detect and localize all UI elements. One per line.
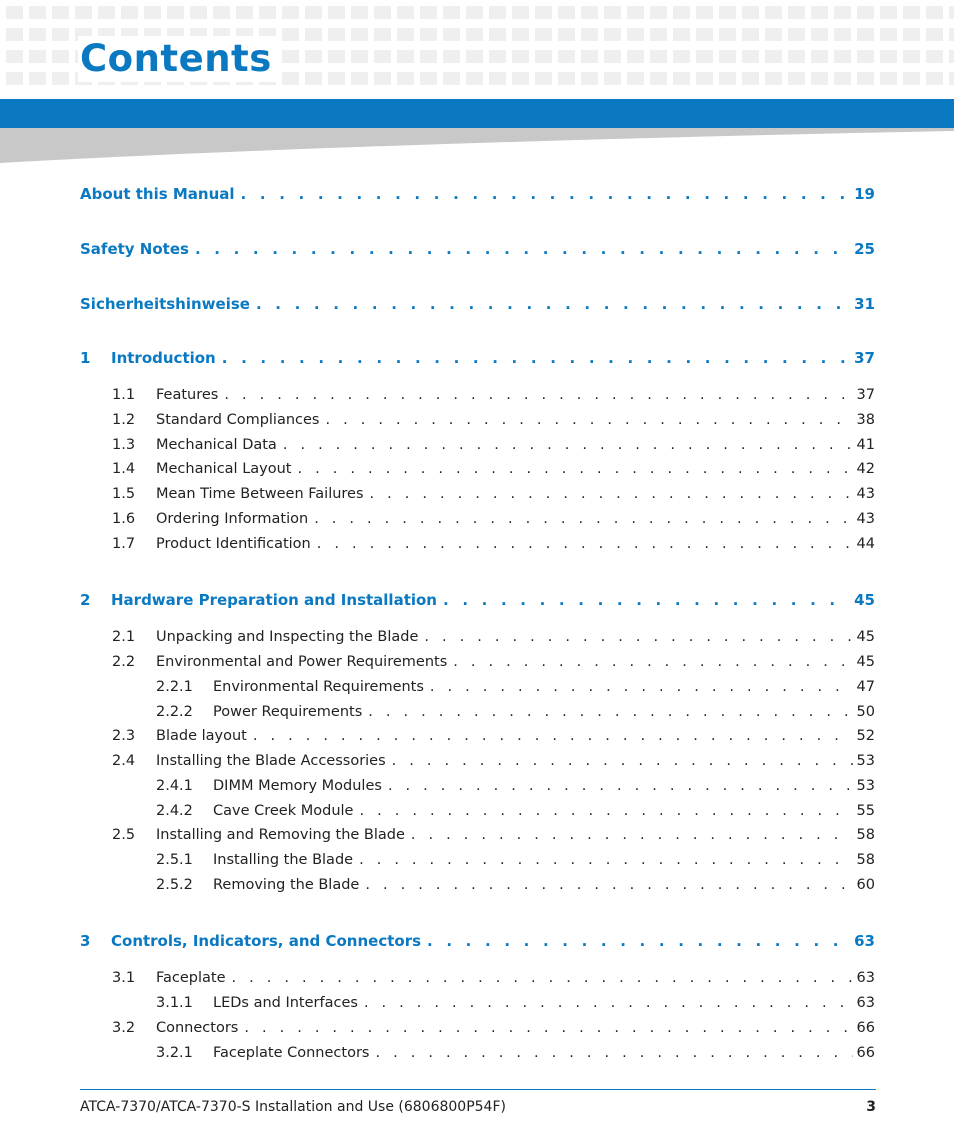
toc-dot-leader: [253, 728, 853, 744]
toc-entry-title: Sicherheitshinweise: [80, 295, 250, 313]
toc-entry-page-number: 47: [853, 679, 875, 695]
toc-entry-title: Installing the Blade Accessories: [156, 753, 386, 769]
header-tile: [420, 28, 437, 41]
page-title: Contents: [78, 36, 276, 82]
toc-entry-title: Installing the Blade: [213, 852, 354, 868]
header-tile: [788, 6, 805, 19]
header-tile: [75, 6, 92, 19]
toc-dot-leader: [297, 461, 852, 477]
toc-dot-leader: [411, 827, 853, 843]
header-tile: [535, 50, 552, 63]
header-tile: [811, 6, 828, 19]
toc-entry-title: LEDs and Interfaces: [213, 995, 358, 1011]
header-tile: [512, 72, 529, 85]
toc-entry-page-number: 58: [853, 827, 875, 843]
header-tile: [29, 72, 46, 85]
toc-entry-page-number: 45: [853, 654, 875, 670]
toc-section-entry[interactable]: [80, 995, 875, 1011]
toc-dot-leader: [443, 591, 850, 609]
toc-dot-leader: [392, 753, 853, 769]
header-tile: [581, 50, 598, 63]
header-tile: [903, 6, 920, 19]
header-tile: [742, 6, 759, 19]
header-tile: [374, 72, 391, 85]
toc-entry-page-number: 63: [850, 932, 875, 950]
toc-entry-number: 2.3: [112, 728, 136, 744]
toc-entry-title: Features: [156, 387, 219, 403]
toc-entry-title: Introduction: [111, 349, 216, 367]
toc-entry-page-number: 44: [853, 536, 875, 552]
header-tile: [535, 28, 552, 41]
header-tile: [535, 6, 552, 19]
header-tile: [6, 6, 23, 19]
header-tile: [558, 50, 575, 63]
header-tile: [52, 6, 69, 19]
header-tile: [98, 6, 115, 19]
header-tile: [535, 72, 552, 85]
toc-section-entry[interactable]: [80, 778, 875, 794]
header-tile: [719, 6, 736, 19]
toc-dot-leader: [427, 932, 850, 950]
header-tile: [397, 6, 414, 19]
toc-entry-number: 2.2: [112, 654, 136, 670]
toc-entry-title: Removing the Blade: [213, 877, 360, 893]
header-tile: [29, 6, 46, 19]
toc-dot-leader: [375, 1045, 852, 1061]
toc-entry-number: 1.7: [112, 536, 136, 552]
toc-entry-number: 1: [80, 349, 91, 367]
toc-section-entry[interactable]: [80, 827, 875, 843]
toc-entry-page-number: 37: [853, 387, 875, 403]
header-tile: [558, 72, 575, 85]
header-tile: [374, 28, 391, 41]
header-tile: [581, 72, 598, 85]
header-tile: [466, 72, 483, 85]
header-tile: [489, 72, 506, 85]
header-tile: [650, 50, 667, 63]
header-tile: [282, 6, 299, 19]
header-tile: [765, 72, 782, 85]
toc-entry-number: 2.4.1: [156, 778, 193, 794]
header-tile: [489, 6, 506, 19]
toc-entry-page-number: 38: [853, 412, 875, 428]
toc-entry-page-number: 52: [853, 728, 875, 744]
header-tile: [420, 50, 437, 63]
toc-section-entry[interactable]: [80, 1020, 875, 1036]
header-tile: [857, 28, 874, 41]
header-tile: [765, 28, 782, 41]
header-tile: [742, 50, 759, 63]
header-tile: [489, 50, 506, 63]
header-blue-bar: [0, 99, 954, 128]
header-tile: [29, 28, 46, 41]
toc-entry-title: Safety Notes: [80, 240, 189, 258]
header-tile: [167, 6, 184, 19]
toc-entry-page-number: 43: [853, 486, 875, 502]
header-tile: [673, 6, 690, 19]
header-tile: [351, 50, 368, 63]
toc-entry-number: 2.5.2: [156, 877, 193, 893]
toc-chapter-entry[interactable]: [80, 185, 875, 203]
header-tile: [949, 6, 954, 19]
toc-entry-title: Controls, Indicators, and Connectors: [111, 932, 422, 950]
toc-entry-number: 2.4.2: [156, 803, 193, 819]
header-tile: [834, 50, 851, 63]
toc-section-entry[interactable]: [80, 679, 875, 695]
toc-section-entry[interactable]: [80, 461, 875, 477]
toc-entry-number: 2.2.1: [156, 679, 193, 695]
header-tile: [880, 72, 897, 85]
header-tile: [604, 6, 621, 19]
toc-entry-page-number: 60: [853, 877, 875, 893]
header-tile: [627, 72, 644, 85]
footer-document-title: ATCA-7370/ATCA-7370-S Installation and Use (6806800P54F): [80, 1099, 506, 1115]
toc-entry-title: Environmental and Power Requirements: [156, 654, 448, 670]
toc-entry-title: Standard Compliances: [156, 412, 320, 428]
header-tile: [857, 50, 874, 63]
header-tile: [581, 6, 598, 19]
header-tile: [834, 72, 851, 85]
header-tile: [282, 50, 299, 63]
header-tile: [696, 28, 713, 41]
toc-dot-leader: [365, 877, 852, 893]
toc-section-entry[interactable]: [80, 511, 875, 527]
toc-dot-leader: [244, 1020, 852, 1036]
toc-entry-title: Faceplate: [156, 970, 226, 986]
header-tile: [558, 28, 575, 41]
footer-page-number: 3: [866, 1099, 876, 1115]
header-tile: [52, 72, 69, 85]
header-tile: [236, 6, 253, 19]
header-tile: [788, 72, 805, 85]
toc-dot-leader: [256, 295, 850, 313]
toc-entry-page-number: 42: [853, 461, 875, 477]
toc-entry-number: 1.1: [112, 387, 136, 403]
header-tile: [305, 50, 322, 63]
toc-section-entry[interactable]: [80, 970, 875, 986]
toc-dot-leader: [370, 486, 853, 502]
toc-entry-number: 1.2: [112, 412, 136, 428]
toc-entry-title: Product Identification: [156, 536, 311, 552]
toc-section-entry[interactable]: [80, 852, 875, 868]
header-tile: [673, 72, 690, 85]
toc-dot-leader: [453, 654, 852, 670]
header-tile: [650, 28, 667, 41]
toc-entry-title: Mean Time Between Failures: [156, 486, 364, 502]
header-tile: [811, 50, 828, 63]
header-tile: [765, 6, 782, 19]
header-tile: [581, 28, 598, 41]
header-tile: [788, 28, 805, 41]
header-tile: [857, 72, 874, 85]
toc-dot-leader: [232, 970, 853, 986]
toc-section-entry[interactable]: [80, 536, 875, 552]
header-tile: [627, 6, 644, 19]
toc-section-entry[interactable]: [80, 412, 875, 428]
toc-section-entry[interactable]: [80, 728, 875, 744]
header-tile: [282, 72, 299, 85]
header-tile: [650, 6, 667, 19]
toc-dot-leader: [359, 803, 852, 819]
header-tile: [788, 50, 805, 63]
header-tile: [213, 6, 230, 19]
header-tile: [443, 72, 460, 85]
toc-chapter-entry[interactable]: [80, 932, 875, 950]
header-tile: [949, 50, 954, 63]
toc-entry-title: Mechanical Data: [156, 437, 277, 453]
toc-section-entry[interactable]: [80, 1045, 875, 1061]
toc-entry-title: Installing and Removing the Blade: [156, 827, 405, 843]
header-tile: [903, 28, 920, 41]
header-tile: [351, 6, 368, 19]
header-tile: [903, 72, 920, 85]
header-tile: [558, 6, 575, 19]
toc-section-entry[interactable]: [80, 753, 875, 769]
toc-entry-page-number: 45: [853, 629, 875, 645]
header-tile: [604, 50, 621, 63]
header-tile: [397, 28, 414, 41]
toc-dot-leader: [388, 778, 853, 794]
toc-entry-page-number: 31: [850, 295, 875, 313]
header-tile: [880, 50, 897, 63]
header-tile: [52, 28, 69, 41]
header-tile: [857, 6, 874, 19]
header-tile: [328, 72, 345, 85]
toc-section-entry[interactable]: [80, 486, 875, 502]
toc-chapter-entry[interactable]: [80, 591, 875, 609]
toc-entry-page-number: 45: [850, 591, 875, 609]
header-tile: [351, 72, 368, 85]
toc-entry-number: 1.4: [112, 461, 136, 477]
toc-entry-page-number: 19: [850, 185, 875, 203]
header-tile: [466, 28, 483, 41]
toc-entry-page-number: 58: [853, 852, 875, 868]
header-tile: [719, 50, 736, 63]
header-tile: [811, 72, 828, 85]
header-tile: [443, 28, 460, 41]
header-tile: [374, 6, 391, 19]
toc-entry-page-number: 53: [853, 753, 875, 769]
toc-entry-number: 2: [80, 591, 91, 609]
toc-dot-leader: [314, 511, 852, 527]
toc-chapter-entry[interactable]: [80, 349, 875, 367]
header-tile: [696, 6, 713, 19]
header-tile: [351, 28, 368, 41]
header-tile: [834, 6, 851, 19]
toc-dot-leader: [424, 629, 852, 645]
toc-entry-number: 2.1: [112, 629, 136, 645]
toc-entry-number: 1.3: [112, 437, 136, 453]
toc-entry-number: 3.2.1: [156, 1045, 193, 1061]
toc-entry-number: 2.2.2: [156, 704, 193, 720]
toc-entry-title: DIMM Memory Modules: [213, 778, 382, 794]
header-tile: [719, 28, 736, 41]
header-tile: [926, 72, 943, 85]
toc-dot-leader: [364, 995, 853, 1011]
toc-entry-page-number: 63: [853, 995, 875, 1011]
toc-entry-number: 2.5.1: [156, 852, 193, 868]
header-tile: [604, 28, 621, 41]
header-tile: [926, 50, 943, 63]
toc-dot-leader: [325, 412, 852, 428]
header-tile: [420, 72, 437, 85]
toc-section-entry[interactable]: [80, 803, 875, 819]
header-tile: [880, 28, 897, 41]
toc-section-entry[interactable]: [80, 877, 875, 893]
toc-entry-page-number: 63: [853, 970, 875, 986]
header-tile: [121, 6, 138, 19]
toc-entry-number: 1.6: [112, 511, 136, 527]
header-tile: [765, 50, 782, 63]
toc-entry-title: Ordering Information: [156, 511, 309, 527]
header-tile: [282, 28, 299, 41]
header-tile: [466, 50, 483, 63]
header-tile: [397, 50, 414, 63]
header-tile: [29, 50, 46, 63]
header-tile: [673, 28, 690, 41]
toc-entry-page-number: 41: [853, 437, 875, 453]
toc-entry-page-number: 66: [853, 1045, 875, 1061]
toc-dot-leader: [317, 536, 853, 552]
toc-entry-number: 3.1.1: [156, 995, 193, 1011]
header-tile: [512, 28, 529, 41]
header-tile: [903, 50, 920, 63]
toc-chapter-entry[interactable]: [80, 295, 875, 313]
header-tile: [420, 6, 437, 19]
toc-dot-leader: [359, 852, 852, 868]
toc-section-entry[interactable]: [80, 387, 875, 403]
toc-entry-number: 3: [80, 932, 91, 950]
footer-rule: [80, 1089, 876, 1090]
header-tile: [719, 72, 736, 85]
toc-entry-title: Power Requirements: [213, 704, 363, 720]
header-tile: [627, 28, 644, 41]
header-grey-swoosh: [0, 128, 954, 164]
header-tile: [397, 72, 414, 85]
toc-entry-number: 3.2: [112, 1020, 136, 1036]
header-tile: [949, 28, 954, 41]
header-tile: [926, 28, 943, 41]
header-tile: [696, 50, 713, 63]
header-tile: [926, 6, 943, 19]
toc-entry-page-number: 50: [853, 704, 875, 720]
toc-chapter-entry[interactable]: [80, 240, 875, 258]
header-tile: [305, 28, 322, 41]
toc-entry-page-number: 66: [853, 1020, 875, 1036]
header-tile: [811, 28, 828, 41]
header-tile: [604, 72, 621, 85]
header-tile: [512, 6, 529, 19]
toc-dot-leader: [195, 240, 850, 258]
toc-section-entry[interactable]: [80, 629, 875, 645]
header-tile: [650, 72, 667, 85]
toc-dot-leader: [368, 704, 852, 720]
header-tile: [834, 28, 851, 41]
header-tile: [742, 28, 759, 41]
header-tile: [259, 6, 276, 19]
toc-entry-page-number: 43: [853, 511, 875, 527]
toc-entry-page-number: 37: [850, 349, 875, 367]
header-tile: [305, 6, 322, 19]
toc-entry-number: 1.5: [112, 486, 136, 502]
header-tile: [6, 28, 23, 41]
header-tile: [328, 50, 345, 63]
toc-entry-title: Unpacking and Inspecting the Blade: [156, 629, 419, 645]
header-tile: [466, 6, 483, 19]
header-tile: [6, 50, 23, 63]
toc-dot-leader: [224, 387, 852, 403]
header-tile: [190, 6, 207, 19]
toc-dot-leader: [222, 349, 850, 367]
toc-entry-title: Mechanical Layout: [156, 461, 292, 477]
header-tile: [673, 50, 690, 63]
toc-entry-title: Cave Creek Module: [213, 803, 354, 819]
header-tile: [627, 50, 644, 63]
toc-entry-title: Connectors: [156, 1020, 239, 1036]
toc-section-entry[interactable]: [80, 437, 875, 453]
toc-section-entry[interactable]: [80, 654, 875, 670]
header-tile: [742, 72, 759, 85]
toc-entry-page-number: 53: [853, 778, 875, 794]
toc-entry-title: Hardware Preparation and Installation: [111, 591, 437, 609]
header-tile: [328, 28, 345, 41]
header-tile: [6, 72, 23, 85]
toc-dot-leader: [283, 437, 853, 453]
header-tile: [512, 50, 529, 63]
header-tile: [949, 72, 954, 85]
header-tile: [328, 6, 345, 19]
toc-entry-number: 2.4: [112, 753, 136, 769]
toc-entry-title: Faceplate Connectors: [213, 1045, 370, 1061]
header-tile: [443, 50, 460, 63]
header-tile: [52, 50, 69, 63]
header-tile: [374, 50, 391, 63]
header-tile: [144, 6, 161, 19]
toc-section-entry[interactable]: [80, 704, 875, 720]
toc-entry-title: About this Manual: [80, 185, 235, 203]
toc-entry-number: 3.1: [112, 970, 136, 986]
toc-entry-page-number: 25: [850, 240, 875, 258]
header-tile: [696, 72, 713, 85]
toc-dot-leader: [241, 185, 851, 203]
header-tile: [489, 28, 506, 41]
toc-entry-page-number: 55: [853, 803, 875, 819]
toc-entry-title: Blade layout: [156, 728, 247, 744]
header-tile: [880, 6, 897, 19]
header-tile: [305, 72, 322, 85]
toc-dot-leader: [430, 679, 853, 695]
header-tile: [443, 6, 460, 19]
toc-entry-title: Environmental Requirements: [213, 679, 424, 695]
toc-entry-number: 2.5: [112, 827, 136, 843]
